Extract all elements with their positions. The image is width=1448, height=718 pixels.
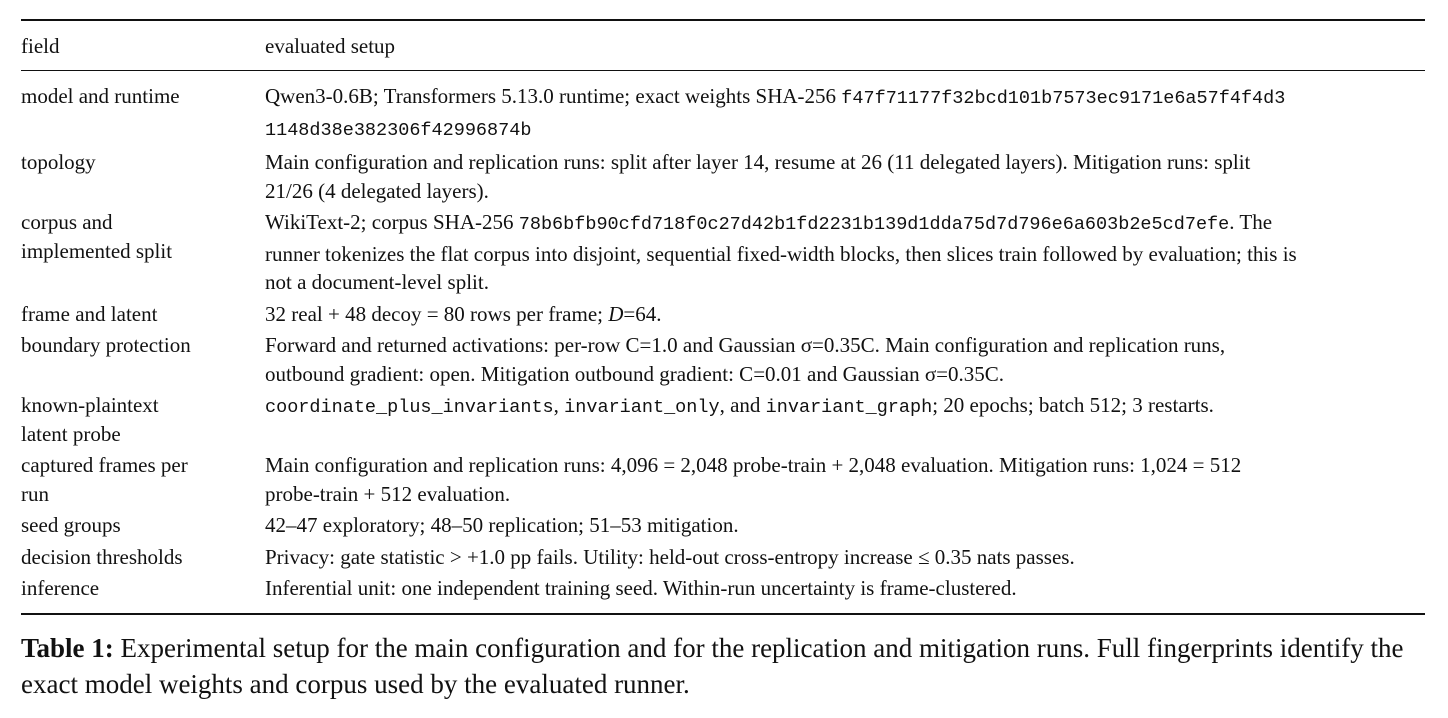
- row-field: frame and latent: [21, 301, 158, 326]
- row-setup: [265, 451, 1425, 508]
- header-evaluated-setup: evaluated setup: [265, 34, 396, 58]
- row-setup-text: . The: [1229, 210, 1273, 234]
- row-setup: [265, 300, 1425, 329]
- row-field-line: captured frames per: [21, 453, 188, 477]
- row-setup-text: Qwen3-0.6B; Transformers 5.13.0 runtime; exact weights SHA-256: [265, 84, 842, 108]
- caption-text: Experimental setup for the main configuration and for the replication and mitigation runs. Full fingerprints identify the exact model weights and corpus used by the evaluated runner.: [21, 633, 1404, 699]
- table-header-row: [21, 21, 1425, 70]
- probe-name: coordinate_plus_invariants: [265, 397, 554, 418]
- table-row: [21, 300, 1425, 329]
- row-setup-text: =64.: [623, 301, 662, 326]
- row-field-line: run: [21, 481, 49, 506]
- row-field-line: known-plaintext: [21, 393, 159, 417]
- row-field: inference: [21, 576, 100, 600]
- row-setup-text: ,: [553, 393, 565, 417]
- probe-name: invariant_only: [564, 397, 720, 418]
- row-setup-line: Forward and returned activations: per-row C=1.0 and Gaussian σ=0.35C. Main configuration and replication runs,: [265, 333, 1226, 357]
- row-setup-line: outbound gradient: open. Mitigation outbound gradient: C=0.01 and Gaussian σ=0.35C.: [265, 361, 1005, 386]
- row-setup: [265, 331, 1425, 388]
- math-variable: D: [608, 301, 624, 326]
- row-field: [21, 451, 265, 508]
- weights-hash-part2: 1148d38e382306f42996874b: [265, 119, 532, 141]
- table-row: [21, 208, 1425, 297]
- row-field: [21, 391, 265, 448]
- row-setup-text: ; 20 epochs; batch 512; 3 restarts.: [932, 393, 1214, 417]
- row-field: decision thresholds: [21, 544, 183, 569]
- row-field: seed groups: [21, 513, 121, 537]
- row-setup-line: runner tokenizes the flat corpus into disjoint, sequential fixed-width blocks, then slices train followed by evaluation; this is: [265, 241, 1297, 266]
- probe-name: invariant_graph: [765, 397, 933, 418]
- table-row: [21, 574, 1425, 603]
- setup-table: [21, 19, 1425, 615]
- row-setup-text: 32 real + 48 decoy = 80 rows per frame;: [265, 301, 609, 326]
- table-row: [21, 331, 1425, 388]
- table-row: [21, 148, 1425, 205]
- caption-label: Table 1:: [21, 633, 114, 663]
- row-field: model and runtime: [21, 84, 180, 108]
- row-setup: [265, 82, 1425, 145]
- corpus-hash: 78b6bfb90cfd718f0c27d42b1fd2231b139d1dda75d7d796e6a603b2e5cd7efe: [518, 214, 1230, 235]
- row-setup-text: , and: [719, 393, 766, 417]
- table-row: [21, 451, 1425, 508]
- row-setup: [265, 148, 1425, 205]
- row-setup: Inferential unit: one independent training seed. Within-run uncertainty is frame-clustered.: [265, 576, 1017, 600]
- table-body: [21, 71, 1425, 613]
- row-field-line: implemented split: [21, 238, 173, 263]
- table-bottom-rule: [21, 613, 1425, 615]
- row-setup-line: Main configuration and replication runs: 4,096 = 2,048 probe-train + 2,048 evaluation. Mitigation runs: 1,024 = 512: [265, 453, 1242, 477]
- row-setup-text: WikiText-2; corpus SHA-256: [265, 210, 519, 234]
- row-field-line: latent probe: [21, 421, 121, 446]
- table-row: [21, 511, 1425, 540]
- row-field: boundary protection: [21, 333, 191, 357]
- row-setup-line: 21/26 (4 delegated layers).: [265, 178, 489, 203]
- row-setup: [265, 208, 1425, 297]
- row-setup: 42–47 exploratory; 48–50 replication; 51–53 mitigation.: [265, 513, 739, 537]
- row-setup-line: Main configuration and replication runs: split after layer 14, resume at 26 (11 delegated layers). Mitigation runs: split: [265, 150, 1251, 174]
- row-field-line: corpus and: [21, 210, 113, 234]
- row-setup-line: probe-train + 512 evaluation.: [265, 481, 511, 506]
- table-row: [21, 82, 1425, 145]
- table-caption: [21, 630, 1431, 702]
- table-row: [21, 391, 1425, 448]
- row-setup: Privacy: gate statistic > +1.0 pp fails. Utility: held-out cross-entropy increase ≤ 0.35 nats passes.: [265, 544, 1075, 569]
- row-field: [21, 208, 265, 297]
- row-setup: [265, 391, 1425, 448]
- row-setup-line: not a document-level split.: [265, 270, 489, 294]
- table-row: [21, 543, 1425, 572]
- weights-hash-part1: f47f71177f32bcd101b7573ec9171e6a57f4f4d3: [841, 88, 1286, 109]
- row-field: topology: [21, 150, 96, 174]
- header-field: field: [21, 34, 60, 58]
